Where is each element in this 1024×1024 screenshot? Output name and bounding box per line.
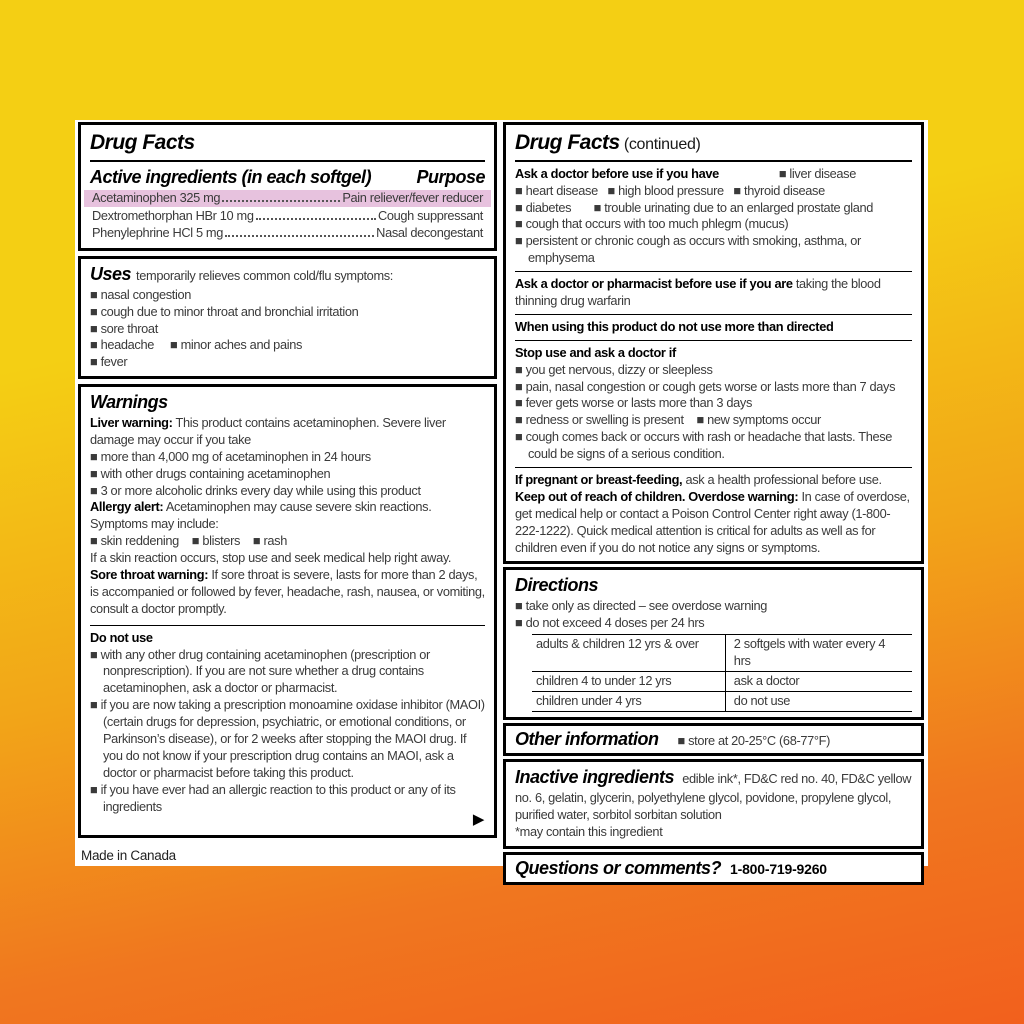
ingredient-purpose: Pain reliever/fever reducer [342, 190, 483, 206]
uses-intro: temporarily relieves common cold/flu symptoms: [136, 268, 394, 283]
list-item: ■ with any other drug containing acetaminophen (prescription or nonprescription). If you are not sure whether a drug contains acetaminophen, ask a doctor or pharmacist. [90, 646, 430, 696]
table-row [532, 635, 912, 672]
active-ingredients-header [90, 166, 485, 190]
list-item: ■ if you are now taking a prescription monoamine oxidase inhibitor (MAOI) (certain drugs for depression, psychiatric, or emotional conditions, or Parkinson’s disease), or for 2 weeks after stopping the MAOI drug. If you do not know if your prescription drug contains an MAOI, ask a doctor or pharmacist before taking this product. [90, 697, 485, 780]
list-item: ■ nasal congestion [90, 286, 192, 302]
list-item: ■ persistent or chronic cough as occurs with smoking, asthma, or emphysema [515, 233, 861, 266]
purpose-heading: Purpose [416, 166, 485, 187]
other-information-section [503, 723, 924, 757]
made-in-text: Made in Canada [81, 848, 176, 864]
divider [515, 314, 912, 315]
ask-doctor-heading: Ask a doctor before use if you have [515, 165, 719, 181]
inactive-ingredients-note: *may contain this ingredient [515, 823, 663, 839]
list-item: ■ pain, nasal congestion or cough gets worse or lasts more than 7 days [515, 378, 896, 394]
list-item: ■ redness or swelling is present ■ new symptoms occur [515, 412, 821, 428]
overdose-warning: Keep out of reach of children. Overdose warning: In case of overdose, get medical help or contact a Poison Control Center right away (1-800-222-1222). Quick medical attention is critical for adults as well as for children even if you do not notice any signs or symptoms. [515, 488, 910, 555]
ingredient-name: Phenylephrine HCl 5 mg [92, 225, 224, 241]
phone-number: 1-800-719-9260 [730, 860, 827, 877]
dose-group: children 4 to under 12 yrs [532, 672, 726, 691]
ingredient-row-highlighted [84, 190, 491, 207]
dose-group: children under 4 yrs [532, 692, 726, 711]
list-item: ■ take only as directed – see overdose warning [515, 598, 767, 614]
divider [515, 271, 912, 272]
warnings-section [78, 384, 497, 838]
ingredient-purpose: Nasal decongestant [376, 225, 483, 241]
inactive-ingredients-paragraph: Inactive ingredients edible ink*, FD&C red no. 40, FD&C yellow no. 6, gelatin, glycerin, polyethylene glycol, povidone, propylene glycol, purified water, sorbitol sorbitan solution [515, 767, 912, 822]
list-item: ■ sore throat [90, 320, 158, 336]
continue-arrow-icon: ▶ [472, 811, 484, 829]
divider [90, 625, 485, 626]
list-item: ■ more than 4,000 mg of acetaminophen in 24 hours [90, 448, 371, 464]
list-item: ■ skin reddening ■ blisters ■ rash [90, 533, 287, 549]
pregnant-warning: If pregnant or breast-feeding, ask a health professional before use. [515, 471, 882, 487]
when-using-heading: When using this product do not use more than directed [515, 318, 834, 334]
list-item: ■ diabetes ■ trouble urinating due to an enlarged prostate gland [515, 199, 874, 215]
list-item: ■ liver disease [778, 165, 856, 181]
list-item: ■ headache ■ minor aches and pains [90, 337, 303, 353]
directions-section [503, 567, 924, 719]
ingredient-name: Acetaminophen 325 mg [92, 190, 221, 206]
ask-pharmacist: Ask a doctor or pharmacist before use if you are taking the blood thinning drug warfarin [515, 276, 881, 308]
left-column [78, 122, 497, 864]
divider [90, 160, 485, 162]
drug-facts-continued-title: Drug Facts (continued) [515, 131, 701, 154]
divider [515, 160, 912, 162]
other-information-title: Other information [515, 728, 659, 749]
drug-facts-continued-section [503, 122, 924, 564]
drug-facts-label [75, 120, 928, 878]
list-item: ■ if you have ever had an allergic reaction to this product or any of its ingredients [90, 781, 456, 814]
dot-leader [225, 235, 374, 237]
dose-amount: 2 softgels with water every 4 hrs [733, 635, 886, 668]
list-item: ■ heart disease ■ high blood pressure ■ thyroid disease [515, 182, 825, 198]
list-item: ■ cough comes back or occurs with rash or headache that lasts. These could be signs of a serious condition. [515, 429, 893, 462]
list-item: ■ do not exceed 4 doses per 24 hrs [515, 615, 705, 631]
list-item: ■ fever [90, 354, 128, 370]
ask-doctor-header [515, 166, 912, 183]
ingredient-name: Dextromethorphan HBr 10 mg [92, 208, 254, 224]
do-not-use-heading: Do not use [90, 629, 153, 645]
inactive-ingredients-title: Inactive ingredients [515, 767, 675, 788]
liver-warning: Liver warning: This product contains acetaminophen. Severe liver damage may occur if you take [90, 414, 446, 447]
table-row [532, 672, 912, 692]
questions-title: Questions or comments? [515, 857, 722, 878]
skin-reaction-note: If a skin reaction occurs, stop use and seek medical help right away. [90, 550, 452, 566]
list-item: ■ cough due to minor throat and bronchial irritation [90, 303, 359, 319]
uses-paragraph [90, 263, 485, 287]
directions-title: Directions [515, 575, 599, 596]
right-column [503, 122, 924, 888]
dose-amount: do not use [733, 692, 791, 708]
inactive-ingredients-section [503, 759, 924, 848]
allergy-alert: Allergy alert: Acetaminophen may cause severe skin reactions. Symptoms may include: [90, 499, 432, 532]
table-row [532, 692, 912, 712]
list-item: ■ with other drugs containing acetaminophen [90, 465, 331, 481]
active-ingredients-heading: Active ingredients (in each softgel) [90, 166, 372, 187]
warnings-title: Warnings [90, 392, 168, 413]
drug-facts-title: Drug Facts [90, 131, 195, 154]
dosage-table [532, 634, 912, 712]
list-item: ■ fever gets worse or lasts more than 3 days [515, 395, 753, 411]
uses-title: Uses [90, 264, 132, 284]
ingredient-row [90, 225, 485, 242]
stop-use-heading: Stop use and ask a doctor if [515, 344, 676, 360]
ingredient-row [90, 208, 485, 225]
dose-amount: ask a doctor [733, 672, 800, 688]
dot-leader [256, 218, 376, 220]
sore-throat-warning: Sore throat warning: If sore throat is severe, lasts for more than 2 days, is accompanied or followed by fever, headache, rash, nausea, or vomiting, consult a doctor promptly. [90, 566, 485, 616]
uses-section [78, 256, 497, 379]
dose-group: adults & children 12 yrs & over [532, 635, 726, 671]
storage-note: ■ store at 20-25°C (68-77°F) [677, 732, 831, 748]
ingredient-purpose: Cough suppressant [377, 208, 483, 224]
divider [515, 340, 912, 341]
list-item: ■ cough that occurs with too much phlegm (mucus) [515, 216, 789, 232]
questions-section [503, 852, 924, 886]
list-item: ■ 3 or more alcoholic drinks every day while using this product [90, 482, 421, 498]
divider [515, 467, 912, 468]
list-item: ■ you get nervous, dizzy or sleepless [515, 361, 713, 377]
active-ingredients-section [78, 122, 497, 251]
dot-leader [222, 200, 340, 202]
